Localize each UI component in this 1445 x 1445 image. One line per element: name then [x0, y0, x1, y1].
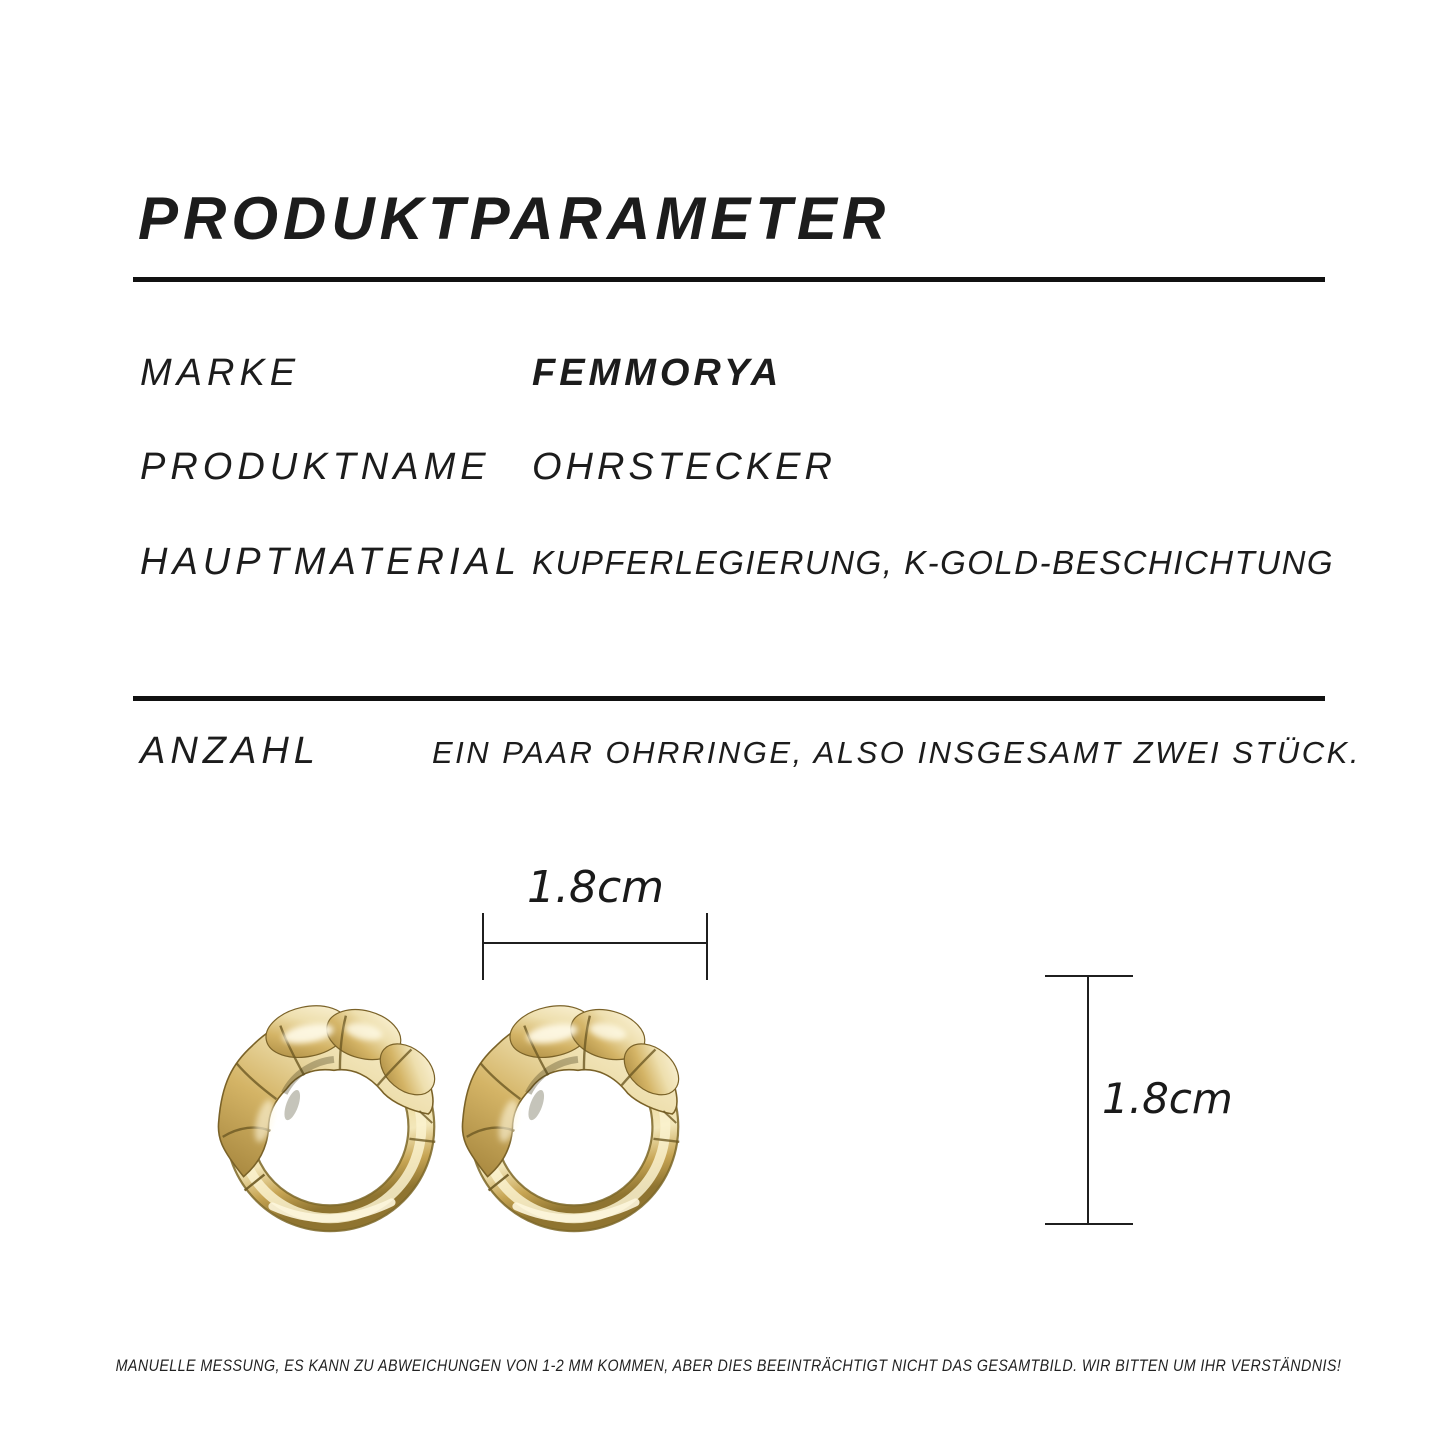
spec-value-marke: FEMMORYA — [532, 352, 783, 394]
spec-row-produktname — [140, 444, 1340, 490]
spec-value-hauptmaterial: KUPFERLEGIERUNG, K-GOLD-BESCHICHTUNG — [532, 544, 1335, 581]
title-underline — [133, 277, 1325, 282]
height-dimension-bottom-tick — [1045, 1223, 1133, 1225]
spec-row-hauptmaterial — [140, 539, 1340, 586]
measurement-disclaimer: MANUELLE MESSUNG, ES KANN ZU ABWEICHUNGEN VON 1-2 MM KOMMEN, ABER DIES BEEINTRÄCHTIGT NICHT DAS GESAMTBILD. WIR BITTEN UM IHR VERSTÄNDNIS! — [115, 1356, 1342, 1375]
height-dimension-label: 1.8cm — [1102, 1074, 1233, 1123]
width-dimension-line — [483, 942, 708, 944]
page-title: PRODUKTPARAMETER — [138, 185, 891, 252]
width-dimension-left-tick — [482, 913, 484, 980]
width-dimension-right-tick — [706, 913, 708, 980]
earring-image-left — [212, 972, 444, 1262]
spec-value-anzahl: EIN PAAR OHRRINGE, ALSO INSGESAMT ZWEI STÜCK. — [432, 735, 1361, 770]
spec-row-marke — [140, 350, 1340, 396]
height-dimension-top-tick — [1045, 975, 1133, 977]
section-divider — [133, 696, 1325, 701]
spec-label-hauptmaterial: HAUPTMATERIAL — [140, 541, 522, 583]
spec-value-produktname: OHRSTECKER — [532, 446, 836, 488]
spec-label-marke: MARKE — [140, 352, 301, 394]
spec-label-anzahl: ANZAHL — [140, 730, 320, 772]
spec-label-produktname: PRODUKTNAME — [140, 446, 491, 488]
height-dimension-line — [1087, 975, 1089, 1225]
width-dimension-label: 1.8cm — [526, 862, 665, 913]
earring-image-right — [456, 972, 688, 1262]
spec-row-anzahl — [140, 728, 1380, 776]
